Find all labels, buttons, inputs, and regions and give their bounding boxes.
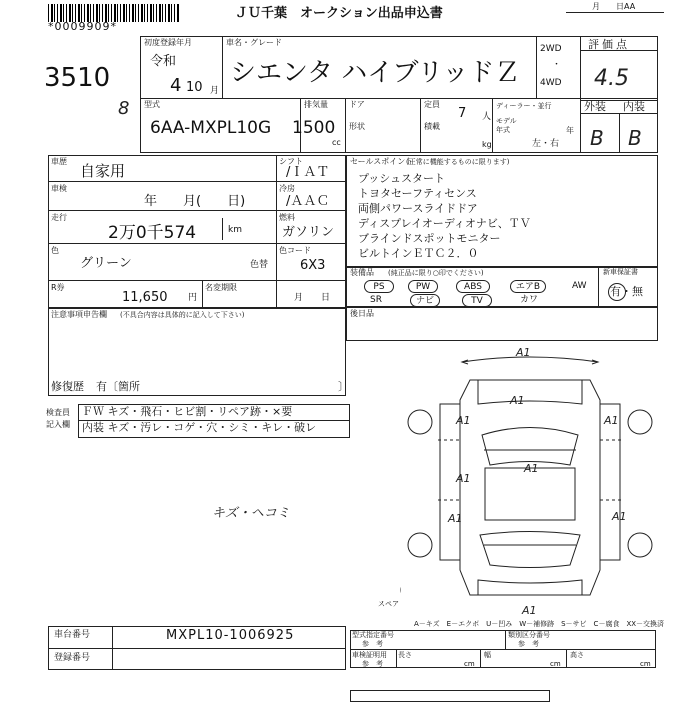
color-code-label: 色コード bbox=[279, 246, 311, 255]
ac-value: /ＡＡＣ bbox=[286, 194, 330, 209]
exterior-grade: B bbox=[590, 126, 604, 150]
sales-point-item: ディスプレイオーディオナビ、ＴＶ bbox=[358, 217, 531, 230]
warranty-circle bbox=[608, 283, 626, 301]
equip-airbag: エアB bbox=[510, 280, 546, 293]
type-designation-label: 型式指定番号 bbox=[352, 631, 394, 639]
drive-2wd: 2WD bbox=[540, 44, 562, 54]
interior-grade: B bbox=[628, 126, 642, 150]
sales-point-item: プッシュスタート bbox=[358, 172, 446, 185]
reg-month-unit: 月 bbox=[210, 86, 220, 96]
date-field: 月 日AA bbox=[592, 2, 636, 11]
chassis-value: MXPL10-1006925 bbox=[166, 628, 295, 643]
type-ref: 参 考 bbox=[362, 640, 383, 648]
exterior-label: 外装 bbox=[584, 100, 606, 113]
chassis-label: 車台番号 bbox=[54, 630, 91, 640]
after-date-label: 後日品 bbox=[350, 309, 374, 318]
color-label: 色 bbox=[51, 246, 59, 255]
car-damage-diagram bbox=[400, 340, 658, 620]
displacement-unit: cc bbox=[332, 138, 341, 147]
length-label: 長さ bbox=[398, 651, 412, 659]
mileage-label: 走行 bbox=[51, 213, 67, 222]
notice-block bbox=[48, 308, 346, 396]
displacement-value: 1500 bbox=[292, 118, 336, 138]
year-unit: 年 bbox=[566, 126, 574, 135]
equip-leather: カワ bbox=[520, 295, 539, 305]
serial-number: *0009909* bbox=[48, 20, 117, 33]
capacity-value: 7 bbox=[458, 106, 467, 121]
repair-label: 修復歴 bbox=[51, 380, 84, 393]
reg-era: 令和 bbox=[150, 54, 177, 69]
cert-label: 車検証明用 bbox=[352, 651, 387, 659]
registration-label: 登録番号 bbox=[54, 653, 91, 663]
damage-legend: A－キズ E－エクボ U－凹み W－補修跡 S－サビ C－腐食 XX－交換済 bbox=[414, 620, 665, 628]
class-number-label: 類別区分番号 bbox=[508, 631, 550, 639]
fuel-label: 燃料 bbox=[279, 213, 295, 222]
handwritten-note: キズ・ヘコミ bbox=[212, 506, 290, 521]
sales-point-item: ブラインドスポットモニター bbox=[358, 232, 501, 245]
page-title: ＪＵ千葉 オークション出品申込書 bbox=[235, 6, 443, 21]
shape-label: 形状 bbox=[349, 122, 365, 131]
door-label: ドア bbox=[349, 100, 365, 109]
repair-end: 〕 bbox=[338, 380, 349, 393]
length-unit: cm bbox=[464, 660, 475, 668]
recycle-unit: 円 bbox=[188, 293, 198, 303]
repair-value: 有〔箇所 bbox=[96, 380, 140, 393]
equip-ps: PS bbox=[364, 280, 394, 293]
lot-number: 3510 bbox=[44, 63, 111, 93]
damage-mark: A1 bbox=[448, 512, 463, 525]
equip-tv: TV bbox=[462, 294, 492, 307]
damage-mark: A1 bbox=[612, 510, 627, 523]
fuel-value: ガソリン bbox=[282, 225, 335, 240]
drive-4wd: 4WD bbox=[540, 78, 562, 88]
capacity-label: 定員 bbox=[424, 100, 440, 109]
sales-point-item: 両側パワースライドドア bbox=[358, 202, 478, 215]
steering-option: 左・右 bbox=[532, 139, 560, 149]
interior-label: 内装 bbox=[623, 100, 645, 113]
damage-mark: A1 bbox=[456, 472, 471, 485]
model-label: 型式 bbox=[144, 100, 160, 109]
load-label: 積載 bbox=[424, 122, 440, 131]
reg-year: 4 bbox=[170, 75, 182, 96]
dealer-label: ディーラー・並行 bbox=[496, 102, 552, 110]
capacity-unit: 人 bbox=[482, 112, 492, 122]
damage-mark: A1 bbox=[522, 604, 537, 617]
new-car-warranty-value: 有・無 bbox=[610, 285, 643, 298]
history-value: 自家用 bbox=[80, 162, 126, 180]
recycle-value: 11,650 bbox=[122, 290, 168, 305]
after-date-block bbox=[346, 307, 658, 341]
equip-aw: AW bbox=[572, 281, 587, 291]
history-label: 車歴 bbox=[51, 157, 67, 166]
car-name: シエンタ ハイブリッドＺ bbox=[230, 58, 521, 88]
check-row-interior: 内装 キズ・汚レ・コゲ・穴・シミ・キレ・破レ bbox=[82, 421, 317, 434]
cert-ref: 参 考 bbox=[362, 660, 383, 668]
damage-mark: A1 bbox=[604, 414, 619, 427]
damage-mark: A1 bbox=[524, 462, 539, 475]
shift-value: /ＩＡＴ bbox=[286, 165, 330, 180]
ac-label: 冷房 bbox=[279, 184, 295, 193]
model-year-label: モデル 年式 bbox=[496, 117, 517, 134]
sales-points-label: セールスポイント bbox=[350, 157, 414, 166]
damage-mark: A1 bbox=[510, 394, 525, 407]
name-change-value: 月 日 bbox=[294, 293, 331, 303]
new-car-warranty-label: 新車保証書 bbox=[603, 268, 638, 276]
equipment-note: (純正品に限り○印でください) bbox=[388, 269, 484, 277]
spare-label: スペア bbox=[378, 600, 399, 608]
shaken-value: 年 月( 日) bbox=[144, 194, 246, 209]
damage-mark: A1 bbox=[516, 346, 531, 359]
sales-point-item: ビルトインＥＴＣ２．０ bbox=[358, 247, 479, 260]
width-label: 幅 bbox=[484, 651, 491, 659]
check-row-exterior: ＦＷ キズ・飛石・ヒビ割・リペア跡・×要 bbox=[82, 405, 293, 418]
displacement-label: 排気量 bbox=[304, 100, 328, 109]
equip-pw: PW bbox=[408, 280, 438, 293]
shaken-label: 車検 bbox=[51, 184, 67, 193]
first-registration-label: 初度登録年月 bbox=[144, 38, 192, 47]
model-value: 6AA-MXPL10G bbox=[150, 118, 272, 138]
equipment-label: 装備品 bbox=[350, 268, 374, 277]
height-unit: cm bbox=[640, 660, 651, 668]
shift-label: シフト bbox=[279, 157, 303, 166]
sales-point-item: トヨタセーフティセンス bbox=[358, 187, 477, 200]
lot-mark: 8 bbox=[118, 98, 130, 119]
notice-sub: (不具合内容は具体的に記入して下さい) bbox=[120, 311, 245, 319]
damage-mark: A1 bbox=[456, 414, 471, 427]
sales-points-note: (正常に機能するものに限ります) bbox=[406, 158, 510, 166]
equip-abs: ABS bbox=[456, 280, 490, 293]
height-label: 高さ bbox=[570, 651, 584, 659]
grade-value: 4.5 bbox=[594, 66, 629, 91]
inspector-label: 検査員 bbox=[46, 408, 70, 417]
drive-dot: ・ bbox=[552, 60, 562, 70]
inspector-label2: 記入欄 bbox=[46, 420, 70, 429]
name-change-label: 名変期限 bbox=[205, 283, 237, 292]
recycle-label: R券 bbox=[51, 283, 65, 292]
equip-navi: ナビ bbox=[410, 294, 440, 307]
mileage-unit: km bbox=[228, 225, 242, 235]
reg-month: 10 bbox=[186, 80, 203, 95]
bottom-box bbox=[350, 690, 550, 702]
color-value: グリーン bbox=[80, 256, 132, 271]
equip-sr: SR bbox=[370, 295, 382, 305]
width-unit: cm bbox=[550, 660, 561, 668]
mileage-value: 2万0千574 bbox=[108, 223, 197, 243]
class-ref: 参 考 bbox=[518, 640, 539, 648]
grade-label: 評価点 bbox=[588, 38, 630, 51]
car-name-label: 車名・グレード bbox=[226, 38, 282, 47]
color-code-value: 6X3 bbox=[300, 258, 326, 273]
kg-unit: kg bbox=[482, 140, 492, 149]
color-change-label: 色替 bbox=[250, 260, 269, 270]
notice-label: 注意事項申告欄 bbox=[51, 310, 107, 319]
